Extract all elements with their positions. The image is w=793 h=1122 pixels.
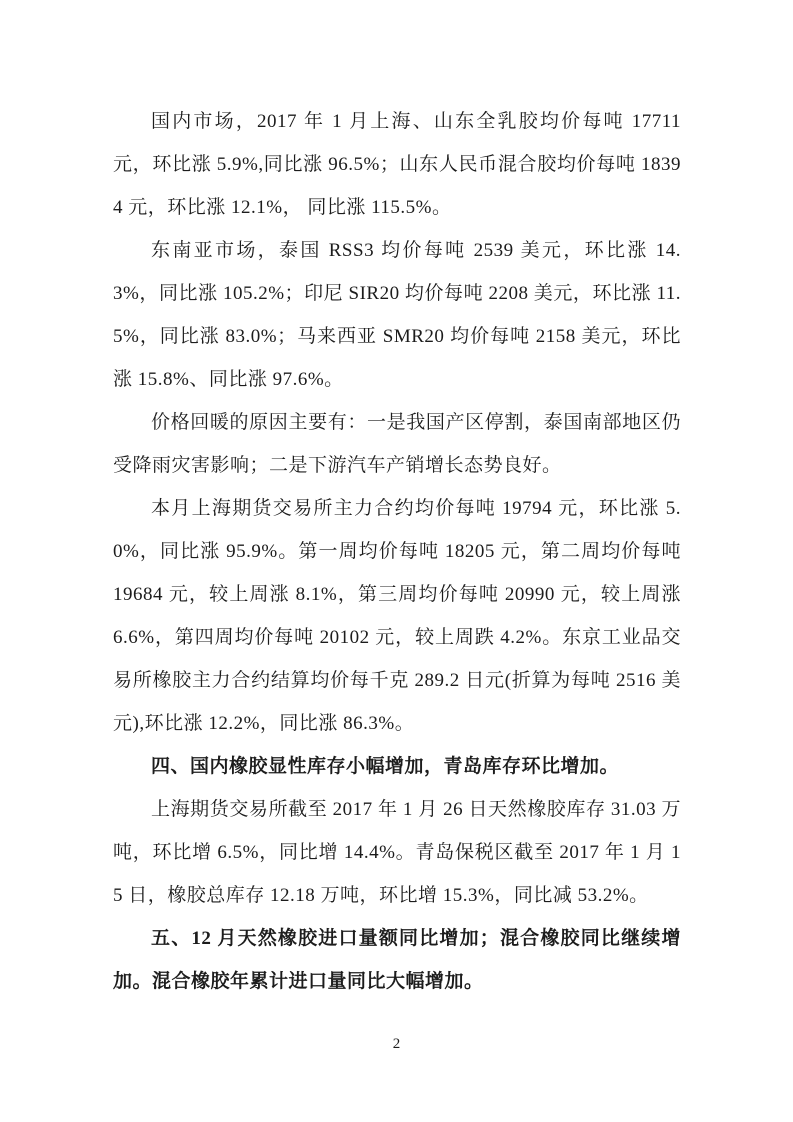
paragraph-domestic-market-prices: 国内市场，2017 年 1 月上海、山东全乳胶均价每吨 17711 元，环比涨 5.9%,同比涨 96.5%；山东人民币混合胶均价每吨 18394 元，环比涨 12.1%， 同比涨 115.5%。 bbox=[113, 111, 681, 218]
heading-section-four-inventory: 四、国内橡胶显性库存小幅增加，青岛库存环比增加。 bbox=[151, 756, 620, 777]
document-body bbox=[113, 100, 681, 1003]
paragraph-inventory-details: 上海期货交易所截至 2017 年 1 月 26 日天然橡胶库存 31.03 万吨，环比增 6.5%，同比增 14.4%。青岛保税区截至 2017 年 1 月 15 日，橡胶总库存 12.18 万吨，环比增 15.3%，同比减 53.2%。 bbox=[113, 799, 681, 906]
paragraph-price-recovery-reasons: 价格回暖的原因主要有：一是我国产区停割，泰国南部地区仍受降雨灾害影响；二是下游汽车产销增长态势良好。 bbox=[113, 412, 681, 476]
heading-section-five-imports: 五、12 月天然橡胶进口量额同比增加；混合橡胶同比继续增加。混合橡胶年累计进口量同比大幅增加。 bbox=[113, 928, 681, 992]
paragraph-futures-exchange-prices: 本月上海期货交易所主力合约均价每吨 19794 元，环比涨 5.0%，同比涨 95.9%。第一周均价每吨 18205 元，第二周均价每吨 19684 元，较上周涨 8.1%，第三周均价每吨 20990 元，较上周涨 6.6%，第四周均价每吨 20102 元，较上周跌 4.2%。东京工业品交易所橡胶主力合约结算均价每千克 289.2 日元(折算为每吨 2516 美元),环比涨 12.2%，同比涨 86.3%。 bbox=[113, 498, 681, 734]
page-number: 2 bbox=[392, 1036, 401, 1052]
paragraph-southeast-asia-market-prices: 东南亚市场，泰国 RSS3 均价每吨 2539 美元，环比涨 14.3%，同比涨 105.2%；印尼 SIR20 均价每吨 2208 美元，环比涨 11.5%，同比涨 83.0%；马来西亚 SMR20 均价每吨 2158 美元，环比涨 15.8%、同比涨 97.6%。 bbox=[113, 240, 681, 390]
